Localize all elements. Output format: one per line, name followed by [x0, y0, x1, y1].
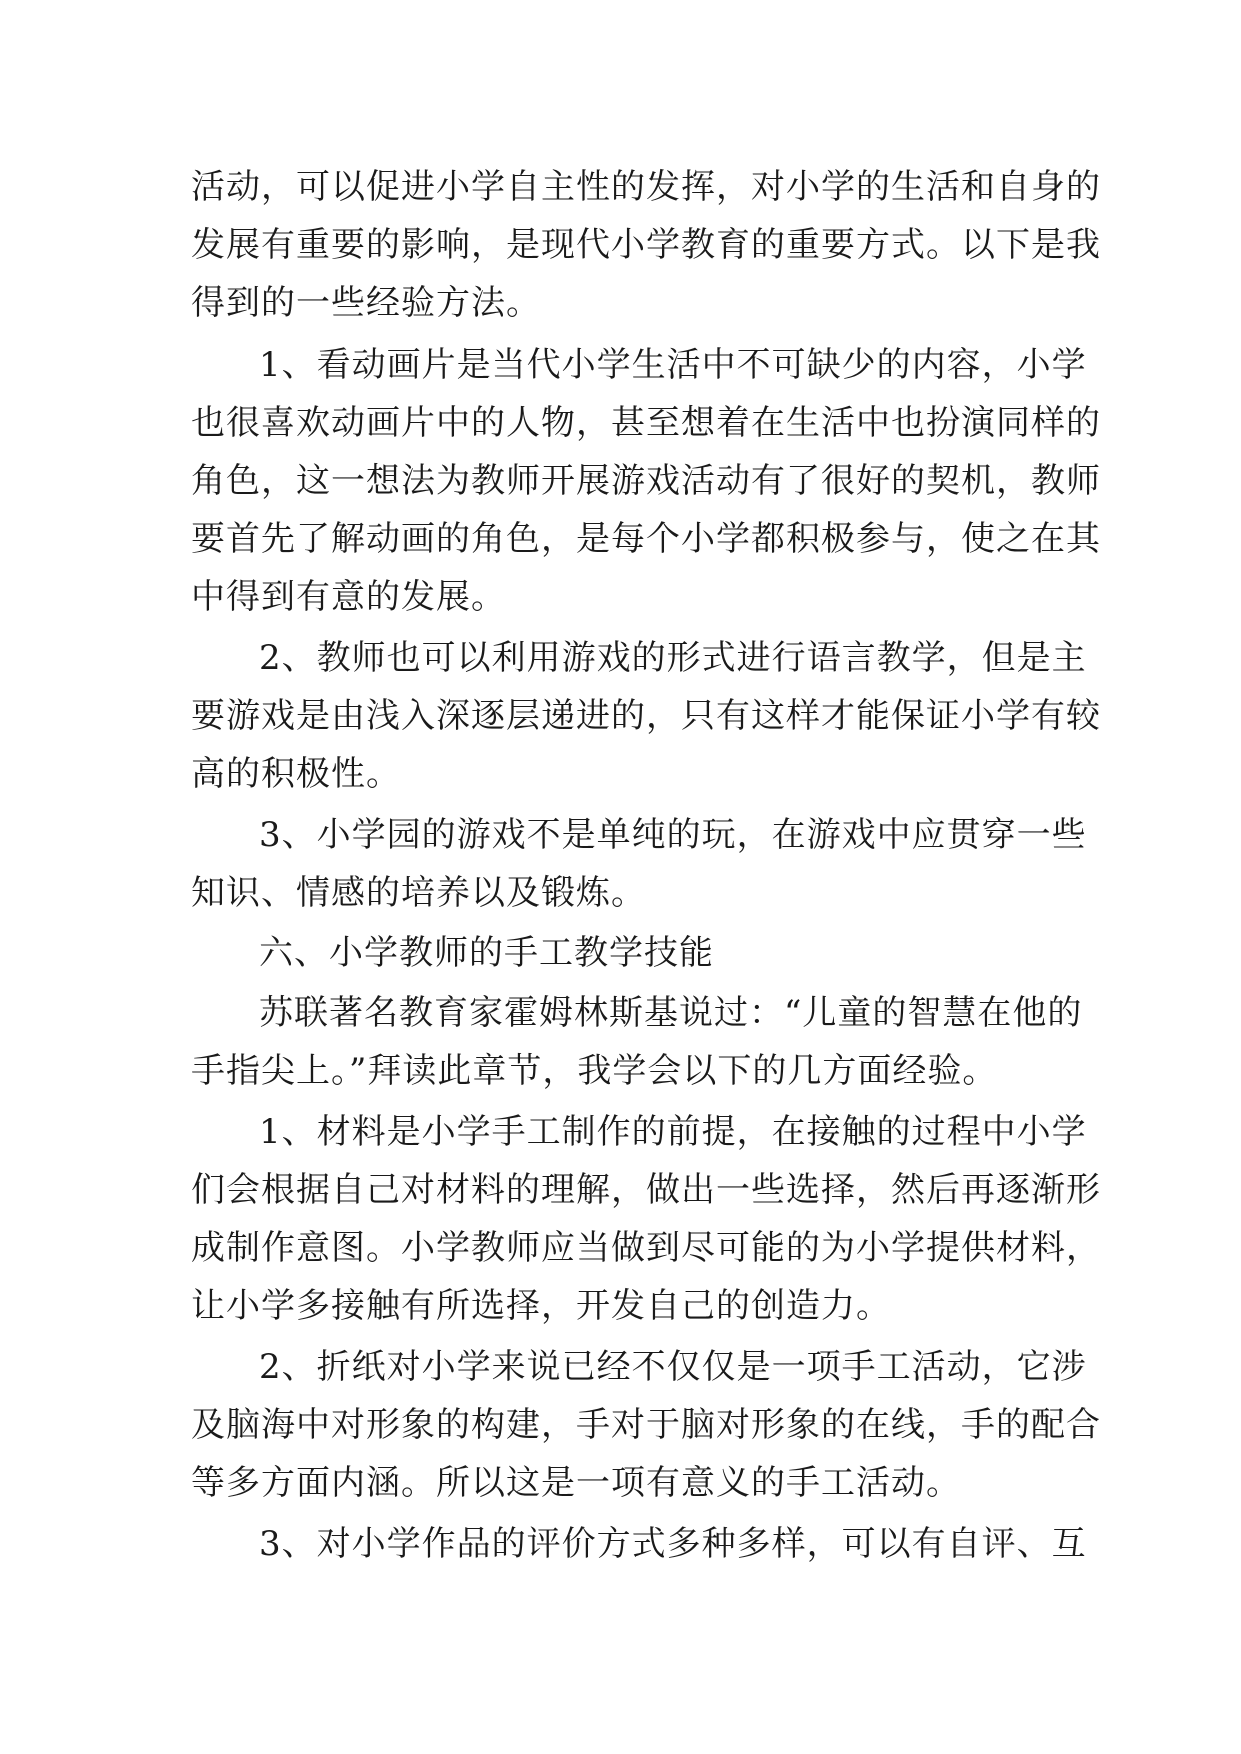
text-line: 3、对小学作品的评价方式多种多样，可以有自评、互: [259, 1524, 1087, 1564]
text-line: 发展有重要的影响，是现代小学教育的重要方式。以下是我: [191, 225, 1101, 265]
section-heading: 六、小学教师的手工教学技能: [259, 933, 714, 973]
text-line: 角色，这一想法为教师开展游戏活动有了很好的契机，教师: [191, 461, 1101, 501]
text-line: 1、材料是小学手工制作的前提，在接触的过程中小学: [259, 1112, 1087, 1152]
text-line: 知识、情感的培养以及锻炼。: [191, 873, 646, 913]
text-line: 要游戏是由浅入深逐层递进的，只有这样才能保证小学有较: [191, 696, 1101, 736]
text-line: 2、折纸对小学来说已经不仅仅是一项手工活动，它涉: [259, 1347, 1087, 1387]
text-line: 及脑海中对形象的构建，手对于脑对形象的在线，手的配合: [191, 1405, 1101, 1445]
text-line: 得到的一些经验方法。: [191, 283, 541, 323]
text-line: 等多方面内涵。所以这是一项有意义的手工活动。: [191, 1463, 961, 1503]
text-line: 让小学多接触有所选择，开发自己的创造力。: [191, 1286, 891, 1326]
text-line: 1、看动画片是当代小学生活中不可缺少的内容，小学: [259, 345, 1087, 385]
text-line: 高的积极性。: [191, 754, 401, 794]
text-line: 3、小学园的游戏不是单纯的玩，在游戏中应贯穿一些: [259, 815, 1087, 855]
text-line: 活动，可以促进小学自主性的发挥，对小学的生活和自身的: [191, 167, 1101, 207]
text-line: 要首先了解动画的角色，是每个小学都积极参与，使之在其: [191, 519, 1101, 559]
text-line: 2、教师也可以利用游戏的形式进行语言教学，但是主: [259, 638, 1087, 678]
text-line: 中得到有意的发展。: [191, 577, 506, 617]
text-line: 们会根据自己对材料的理解，做出一些选择，然后再逐渐形: [191, 1170, 1101, 1210]
text-line: 手指尖上。”拜读此章节，我学会以下的几方面经验。: [191, 1051, 998, 1091]
text-line: 成制作意图。小学教师应当做到尽可能的为小学提供材料，: [191, 1228, 1101, 1268]
text-line: 也很喜欢动画片中的人物，甚至想着在生活中也扮演同样的: [191, 403, 1101, 443]
text-line: 苏联著名教育家霍姆林斯基说过：“儿童的智慧在他的: [259, 993, 1083, 1033]
